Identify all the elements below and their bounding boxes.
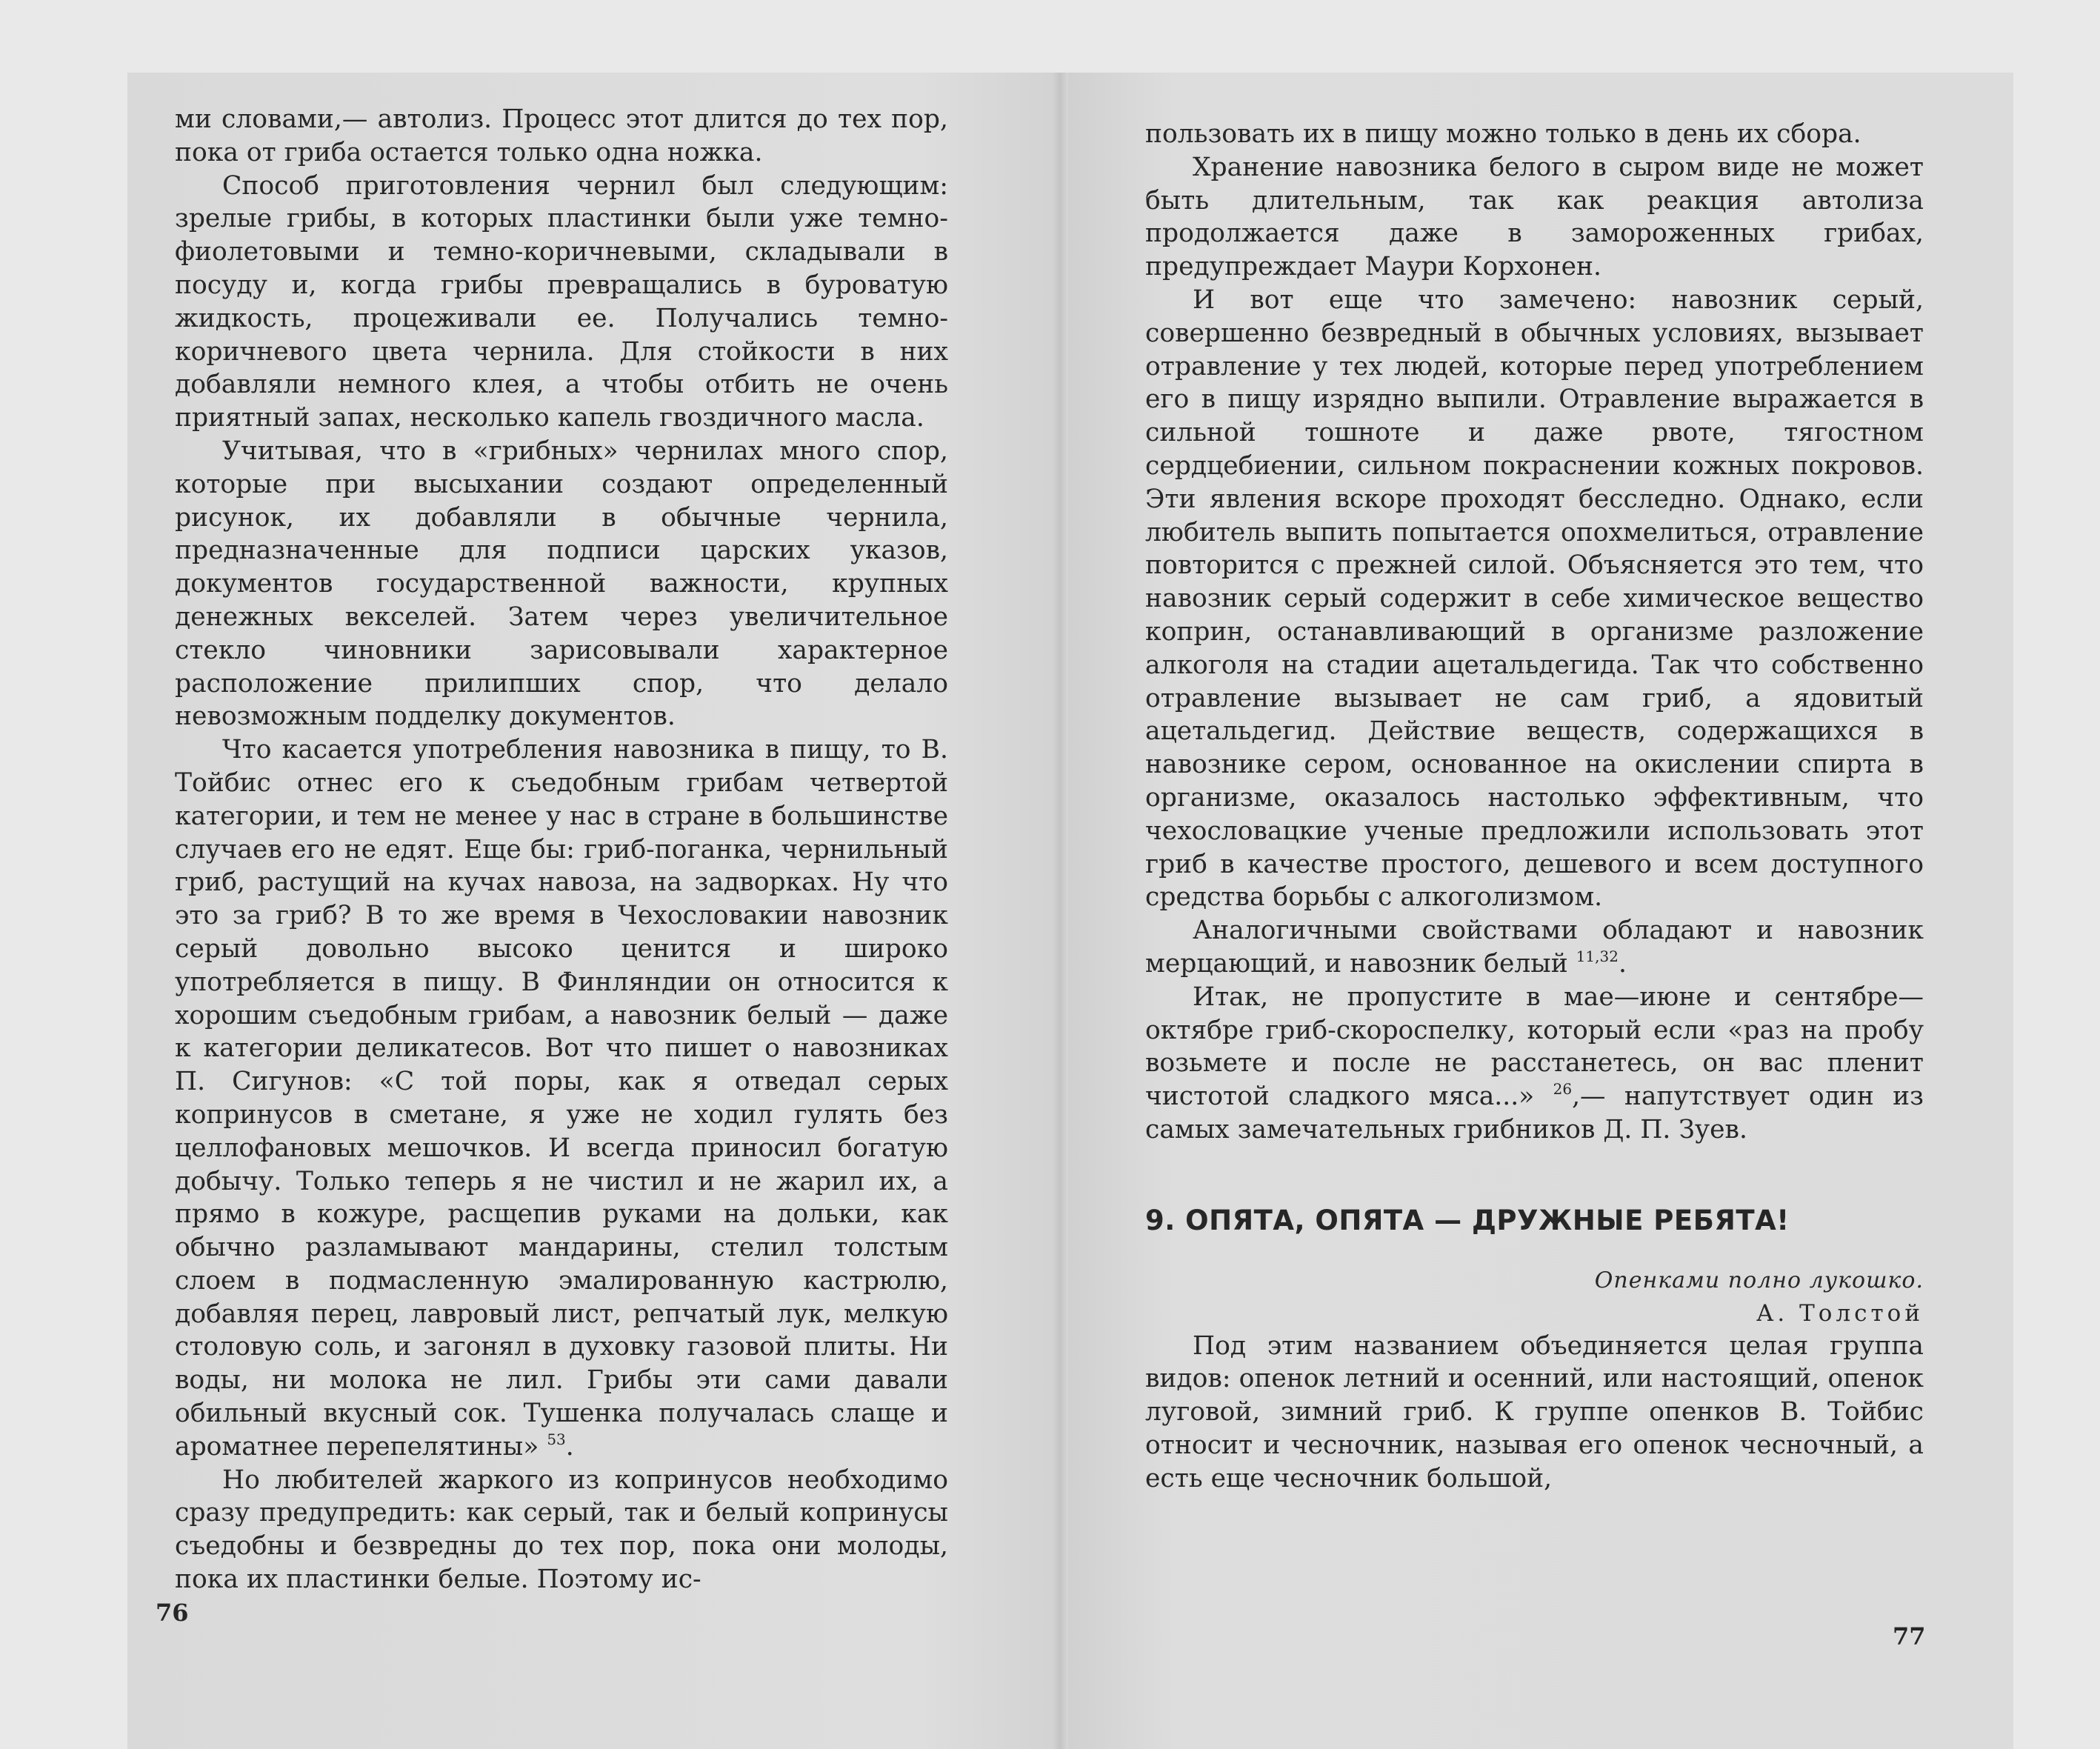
- paragraph: Что касается употребления навозника в пищу, то В. Тойбис отнес его к съедобным грибам четвертой категории, и тем не менее у нас в стране в большинстве случаев его не едят. Еще бы: гриб-поганка, чернильный гриб, растущий на кучах навоза, на задворках. Ну что это за гриб? В то же время в Чехословакии навозник серый довольно высоко ценится и широко употребляется в пищу. В Финляндии он относится к хорошим съедобным грибам, а навозник белый — даже к категории деликатесов. Вот что пишет о навозниках П. Сигунов: «С той поры, как я отведал серых копринусов в сметане, я уже не ходил гулять без целлофановых мешочков. И всегда приносил богатую добычу. Только теперь я не чистил и не жарил их, а прямо в кожуре, расщепив руками на дольки, как обычно разламывают мандарины, стелил толстым слоем в подмасленную эмалированную кастрюлю, добавляя перец, лавровый лист, репчатый лук, мелкую столовую соль, и загонял в духовку газовой плиты. Ни воды, ни молока не лил. Грибы эти сами давали обильный вкусный сок. Тушенка получалась слаще и ароматнее перепелятины» $^{53}$.: [175, 735, 948, 1462]
- paragraph: ми словами,— автолиз. Процесс этот длится до тех пор, пока от гриба остается только одна ножка.: [175, 104, 948, 167]
- epigraph: Опенками полно лукошко.: [1594, 1267, 1924, 1293]
- paragraph: Аналогичными свойствами обладают и навозник мерцающий, и навозник белый $^{11,32}$.: [1145, 916, 1924, 979]
- paragraph: Учитывая, что в «грибных» чернилах много спор, которые при высыхании создают определенный рисунок, их добавляли в обычные чернила, предназначенные для подписи царских указов, документов государственной важности, крупных денежных векселей. Затем через увеличительное стекло чиновники зарисовывали характерное расположение прилипших спор, что делало невозможным подделку документов.: [175, 436, 948, 732]
- right-page-text: [1145, 118, 1924, 1495]
- footnote-ref: 11,32: [1576, 947, 1619, 965]
- paragraph: И вот еще что замечено: навозник серый, совершенно безвредный в обычных условиях, вызывает отравление у тех людей, которые перед употреблением его в пищу изрядно выпили. Отравление выражается в сильной тошноте и даже рвоте, тягостном сердцебиении, сильном покраснении кожных покровов. Эти явления вскоре проходят бесследно. Однако, если любитель выпить попытается опохмелиться, отравление повторится с прежней силой. Объясняется это тем, что навозник серый содержит в себе химическое вещество коприн, останавливающий в организме разложение алкоголя на стадии ацетальдегида. Так что собственно отравление вызывает не сам гриб, а ядовитый ацетальдегид. Действие веществ, содержащихся в навознике сером, основанное на окислении спирта в организме, оказалось настолько эффективным, что чехословацкие ученые предложили использовать этот гриб в качестве простого, дешевого и всем доступного средства борьбы с алкоголизмом.: [1145, 284, 1924, 913]
- paragraph: Итак, не пропустите в мае—июне и сентябре—октябре гриб-скороспелку, который если «раз на пробу возьмете и после не расстанетесь, он вас пленит чистотой сладкого мяса...» $^{26}$,— напутствует один из самых замечательных грибников Д. П. Зуев.: [1145, 982, 1924, 1145]
- chapter-heading: 9. ОПЯТА, ОПЯТА — ДРУЖНЫЕ РЕБЯТА!: [1145, 1204, 1790, 1236]
- paragraph: Под этим названием объединяется целая группа видов: опенок летний и осенний, или настоящий, опенок луговой, зимний гриб. К группе опенков В. Тойбис относит и чесночник, называя его опенок чесночный, а есть еще чесночник большой,: [1145, 1330, 1924, 1493]
- page-number-left: 76: [156, 1599, 189, 1627]
- book-gutter: [1052, 73, 1068, 1749]
- paragraph: Хранение навозника белого в сыром виде не может быть длительным, так как реакция автолиза продолжается даже в замороженных грибах, предупреждает Маури Корхонен.: [1145, 152, 1924, 282]
- paragraph: Но любителей жаркого из копринусов необходимо сразу предупредить: как серый, так и белый копринусы съедобны и безвредны до тех пор, пока они молоды, пока их пластинки белые. Поэтому ис-: [175, 1465, 948, 1595]
- epigraph-author: А. Толстой: [1756, 1299, 1924, 1327]
- paragraph: Способ приготовления чернил был следующим: зрелые грибы, в которых пластинки были уже темно-фиолетовыми и темно-коричневыми, складывали в посуду и, когда грибы превращались в буроватую жидкость, процеживали ее. Получались темно-коричневого цвета чернила. Для стойкости в них добавляли немного клея, а чтобы отбить не очень приятный запах, несколько капель гвоздичного масла.: [175, 170, 948, 433]
- left-page-text: [175, 103, 948, 1596]
- footnote-ref: 26: [1553, 1080, 1573, 1099]
- footnote-ref: 53: [547, 1430, 566, 1448]
- paragraph: пользовать их в пищу можно только в день их сбора.: [1145, 119, 1861, 149]
- page-number-right: 77: [1893, 1622, 1926, 1650]
